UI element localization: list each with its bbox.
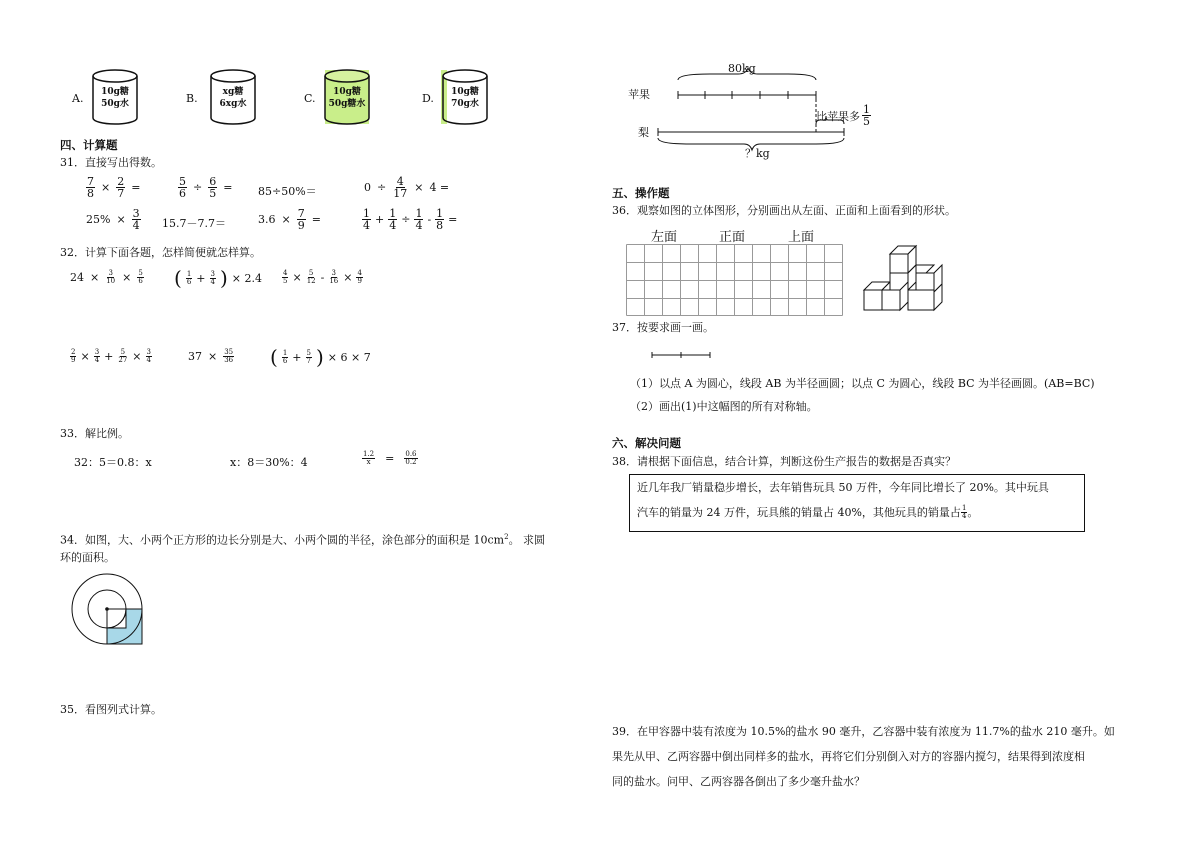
diagram-top-label: 80kg	[728, 62, 756, 75]
q32-expr-1: 24 × $\frac{3}{10}$ × $\frac{5}{6}$	[70, 269, 143, 285]
q39-line-2: 果先从甲、乙两容器中倒出同样多的盐水，再将它们分别倒入对方的容器内搅匀，结果得到浓度相	[612, 750, 1085, 763]
cube-solid-figure	[858, 244, 958, 316]
segment-abc-figure	[650, 351, 714, 359]
cup-d-line1: 10g糖	[451, 87, 479, 97]
report-line-2: 汽车的销量为 24 万件，玩具熊的销量占 40%，其他玩具的销量占 $\frac{1}{4}$ 。	[637, 504, 979, 520]
diagram-bottom-label: ？kg	[745, 147, 770, 160]
q33-title: 33．解比例。	[60, 427, 129, 440]
q32-expr-4: $\frac{2}{9}$ × $\frac{3}{4}$ + $\frac{5}{27}$ × $\frac{3}{4}$	[71, 348, 151, 364]
q39-line-3: 同的盐水。问甲、乙两容器各倒出了多少毫升盐水？	[612, 775, 865, 788]
q37-item-2: （2）画出(1)中这幅图的所有对称轴。	[630, 400, 818, 413]
cup-a-line2: 50g水	[101, 99, 129, 109]
q34-line2: 环的面积。	[60, 551, 115, 564]
cup-d-line2: 70g水	[451, 99, 479, 109]
q31-expr-5: 25% × $\frac{3}{4}$	[86, 207, 140, 232]
cup-c-line2: 50g糖水	[328, 99, 366, 109]
q31-expr-2: $\frac{5}{6}$ ÷ $\frac{6}{5}$ =	[179, 175, 233, 200]
section-6-title: 六、解决问题	[612, 436, 681, 450]
report-box	[629, 474, 1085, 532]
grid-label-left: 左面	[651, 230, 678, 245]
diagram-more-label: 比苹果多 $\frac{1}{5}$	[816, 103, 870, 128]
q31-expr-7: 3.6 × $\frac{7}{9}$ =	[258, 207, 321, 232]
cup-a-line1: 10g糖	[101, 87, 129, 97]
q33-expr-2: x：8＝30%：4	[230, 456, 308, 469]
option-c-letter: C.	[304, 92, 316, 105]
q37-item-1: （1）以点 A 为圆心，线段 AB 为半径画圆；以点 C 为圆心，线段 BC 为半径画圆。(AB=BC)	[630, 377, 1095, 390]
q38-title: 38．请根据下面信息，结合计算，判断这份生产报告的数据是否真实？	[612, 455, 956, 468]
grid-label-front: 正面	[719, 230, 746, 245]
q31-expr-4: 0 ÷ $\frac{4}{17}$ × 4 =	[364, 175, 450, 200]
q34-line1: 34．如图，大、小两个正方形的边长分别是大、小两个圆的半径，涂色部分的面积是 $10cm^2$。 求圆	[60, 533, 546, 547]
report-line-1: 近几年我厂销量稳步增长，去年销售玩具 50 万件，今年同比增长了 20%。其中玩具	[637, 481, 1049, 494]
diagram-pear-label: 梨	[638, 126, 649, 139]
q32-expr-5: 37 × $\frac{35}{36}$	[188, 348, 234, 364]
q31-title: 31．直接写出得数。	[60, 156, 162, 169]
q33-expr-3: $\frac{1.2}{x}$ = $\frac{0.6}{0.2}$	[363, 450, 417, 466]
cup-b-line1: xg糖	[222, 87, 244, 97]
section-5-title: 五、操作题	[612, 186, 670, 200]
diagram-apple-label: 苹果	[628, 88, 650, 101]
cup-c-line1: 10g糖	[333, 87, 361, 97]
q32-expr-2: ( $\frac{1}{6}$ + $\frac{3}{4}$ ) × 2.4	[174, 266, 262, 290]
q37-title: 37．按要求画一画。	[612, 321, 714, 334]
q39-line-1: 39．在甲容器中装有浓度为 10.5%的盐水 90 毫升，乙容器中装有浓度为 11.7%的盐水 210 毫升。如	[612, 725, 1115, 738]
q32-expr-3: $\frac{4}{5}$ × $\frac{5}{12}$ - $\frac{3}{16}$ × $\frac{4}{9}$	[283, 269, 362, 285]
grid-label-top: 上面	[788, 230, 815, 245]
cup-b-line2: 6xg水	[219, 99, 247, 109]
q31-expr-1: $\frac{7}{8}$ × $\frac{2}{7}$ =	[87, 175, 141, 200]
section-4-title: 四、计算题	[60, 138, 118, 152]
q32-expr-6: ( $\frac{1}{6}$ + $\frac{5}{7}$ ) × 6 × 7	[270, 345, 371, 369]
q35-title: 35．看图列式计算。	[60, 703, 162, 716]
q32-title: 32．计算下面各题，怎样简便就怎样算。	[60, 246, 261, 259]
option-d-letter: D.	[422, 92, 434, 105]
q31-expr-3: 85÷50%＝	[258, 185, 317, 198]
q33-expr-1: 32：5＝0.8：x	[74, 456, 152, 469]
q31-expr-6: 15.7－7.7＝	[162, 217, 226, 230]
q31-expr-8: $\frac{1}{4}$ + $\frac{1}{4}$ ÷ $\frac{1}{4}$ - $\frac{1}{8}$ =	[363, 207, 458, 232]
circle-ring-figure	[68, 573, 148, 649]
option-a-letter: A.	[72, 92, 84, 105]
q36-title: 36．观察如图的立体图形，分别画出从左面、正面和上面看到的形状。	[612, 204, 956, 217]
option-b-letter: B.	[186, 92, 198, 105]
drawing-grid[interactable]	[626, 244, 844, 316]
